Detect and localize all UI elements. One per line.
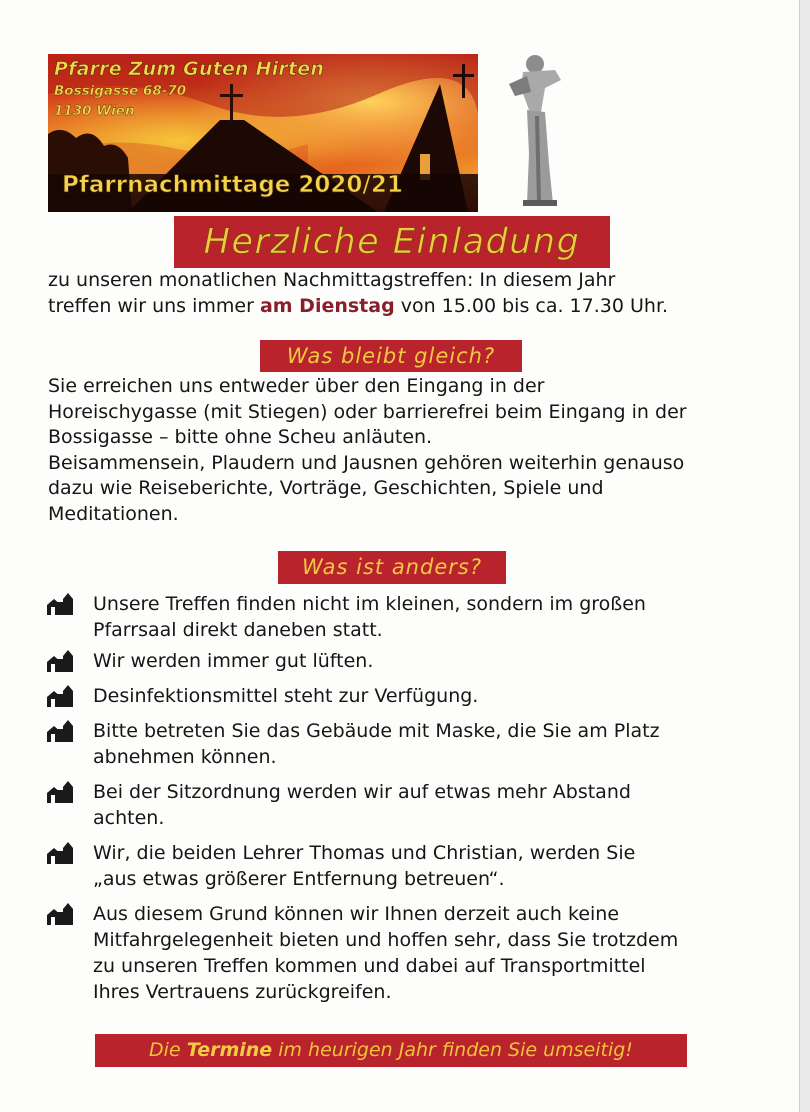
list-item-line: zu unseren Treffen kommen und dabei auf Transportmittel bbox=[93, 955, 646, 977]
parish-city: 1130 Wien bbox=[54, 103, 135, 119]
list-item bbox=[46, 779, 746, 831]
church-icon bbox=[46, 593, 76, 615]
church-icon bbox=[46, 650, 76, 672]
body-line: Horeischygasse (mit Stiegen) oder barrierefrei beim Eingang in der bbox=[48, 400, 687, 423]
changes-list bbox=[46, 591, 746, 1005]
church-icon bbox=[46, 685, 76, 707]
intro-line-2 bbox=[48, 294, 748, 320]
list-item-line: Bitte betreten Sie das Gebäude mit Maske, die Sie am Platz bbox=[93, 720, 660, 742]
footer-note bbox=[95, 1034, 687, 1067]
list-item-line: „aus etwas größerer Entfernung betreuen“. bbox=[93, 868, 505, 890]
church-icon bbox=[46, 720, 76, 742]
list-item-line: Wir, die beiden Lehrer Thomas und Christian, werden Sie bbox=[93, 842, 636, 864]
intro-line-1: zu unseren monatlichen Nachmittagstreffen: In diesem Jahr bbox=[48, 269, 616, 291]
shepherd-statue-image bbox=[505, 54, 575, 209]
body-line: dazu wie Reiseberichte, Vorträge, Geschichten, Spiele und bbox=[48, 477, 604, 499]
section-same-body bbox=[48, 374, 768, 527]
parish-name: Pfarre Zum Guten Hirten bbox=[54, 58, 325, 80]
list-item-line: Unsere Treffen finden nicht im kleinen, sondern im großen bbox=[93, 593, 646, 615]
list-item-line: Desinfektionsmittel steht zur Verfügung. bbox=[93, 685, 479, 707]
body-line: Beisammensein, Plaudern und Jausnen gehören weiterhin genauso bbox=[48, 451, 685, 474]
parish-street: Bossigasse 68-70 bbox=[54, 83, 187, 99]
intro-line-2-start: treffen wir uns immer bbox=[48, 294, 260, 317]
body-line: Meditationen. bbox=[48, 502, 179, 525]
list-item bbox=[46, 648, 746, 674]
church-icon bbox=[46, 781, 76, 803]
intro-line-2-end: von 15.00 bis ca. 17.30 Uhr. bbox=[394, 294, 669, 317]
footer-note-bold: Termine bbox=[186, 1039, 273, 1061]
list-item-line: abnehmen können. bbox=[93, 746, 277, 768]
invitation-headline: Herzliche Einladung bbox=[174, 216, 610, 268]
section-heading-different: Was ist anders? bbox=[278, 551, 506, 584]
list-item bbox=[46, 718, 746, 770]
season-title: Pfarrnachmittage 2020/21 bbox=[62, 172, 403, 198]
section-heading-same: Was bleibt gleich? bbox=[260, 340, 522, 372]
list-item bbox=[46, 901, 746, 1005]
list-item-line: Pfarrsaal direkt daneben statt. bbox=[93, 619, 383, 641]
header-banner bbox=[48, 54, 478, 212]
meeting-day-highlight: am Dienstag bbox=[259, 294, 395, 317]
list-item-line: achten. bbox=[93, 807, 165, 829]
footer-note-end: im heurigen Jahr finden Sie umseitig! bbox=[272, 1039, 633, 1061]
church-icon bbox=[46, 903, 76, 925]
intro-text bbox=[48, 268, 748, 319]
list-item bbox=[46, 840, 746, 892]
list-item-line: Mitfahrgelegenheit bieten und hoffen sehr, dass Sie trotzdem bbox=[93, 929, 679, 951]
list-item bbox=[46, 591, 746, 643]
body-line: Sie erreichen uns entweder über den Eingang in der bbox=[48, 375, 545, 397]
list-item-line: Bei der Sitzordnung werden wir auf etwas mehr Abstand bbox=[93, 781, 631, 803]
list-item bbox=[46, 683, 746, 709]
church-icon bbox=[46, 842, 76, 864]
footer-note-start: Die bbox=[149, 1039, 187, 1061]
page-edge bbox=[799, 0, 810, 1112]
list-item-line: Wir werden immer gut lüften. bbox=[93, 650, 374, 672]
list-item-line: Ihres Vertrauens zurückgreifen. bbox=[93, 981, 392, 1003]
list-item-line: Aus diesem Grund können wir Ihnen derzeit auch keine bbox=[93, 903, 620, 925]
body-line: Bossigasse – bitte ohne Scheu anläuten. bbox=[48, 426, 433, 448]
